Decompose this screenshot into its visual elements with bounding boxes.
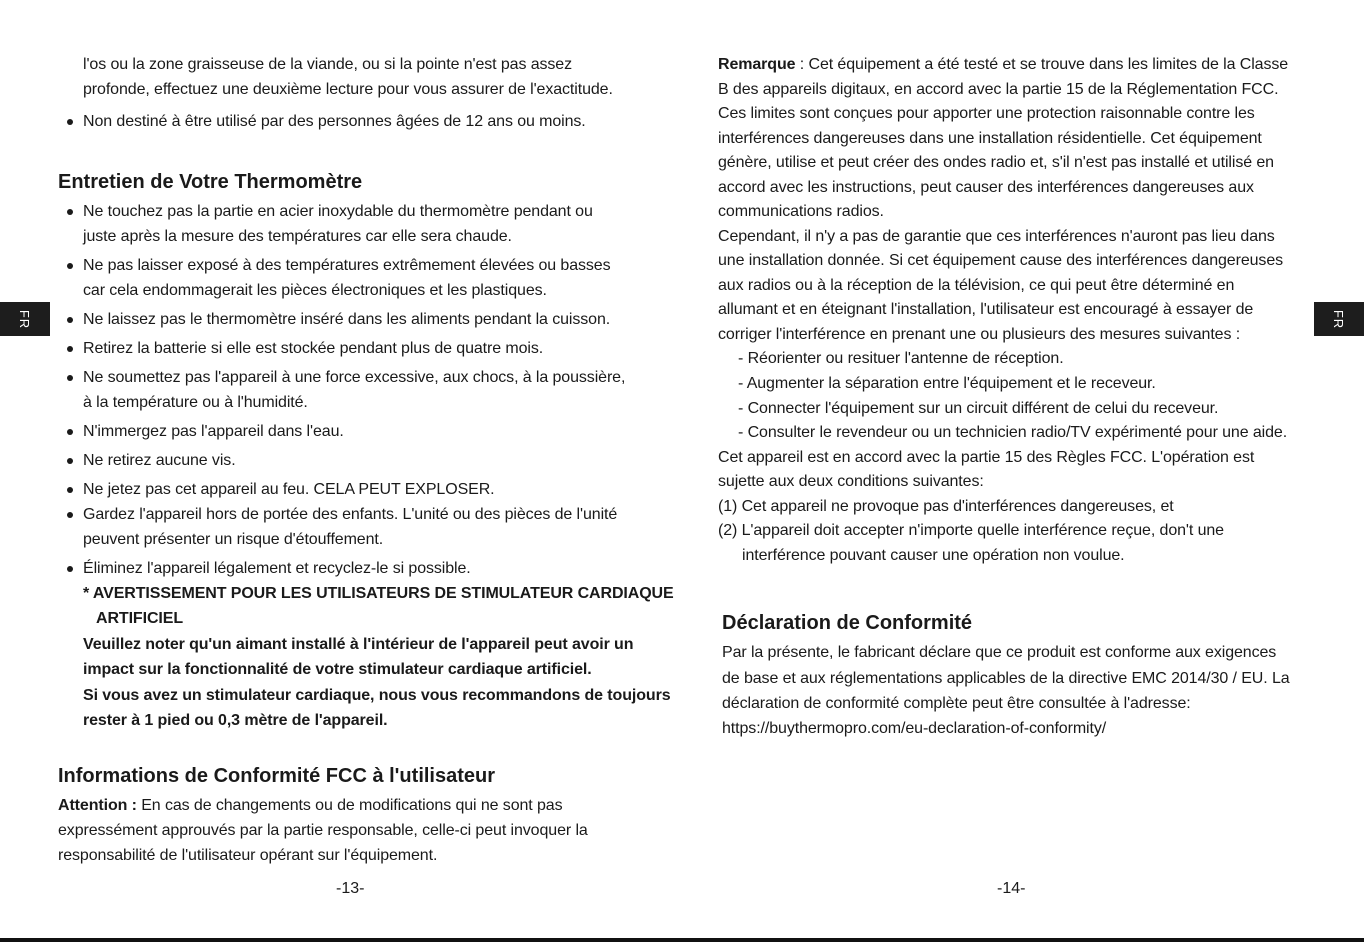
text-line: Cependant, il n'y a pas de garantie que ces interférences n'auront pas lieu dans: [718, 228, 1275, 245]
text-line: l'os ou la zone graisseuse de la viande, ou si la pointe n'est pas assez: [83, 56, 572, 73]
measure-item: - Réorienter ou resituer l'antenne de réception.: [738, 350, 1064, 367]
text-line: corriger l'interférence en prenant une ou plusieurs des mesures suivantes :: [718, 326, 1241, 343]
pacemaker-warning-text: impact sur la fonctionnalité de votre stimulateur cardiaque artificiel.: [83, 661, 592, 678]
text-line: profonde, effectuez une deuxième lecture pour vous assurer de l'exactitude.: [83, 81, 613, 98]
language-tab-label: FR: [1331, 309, 1347, 329]
text-line: Cet appareil est en accord avec la partie 15 des Règles FCC. L'opération est: [718, 449, 1255, 466]
condition-item-cont: interférence pouvant causer une opération non voulue.: [742, 547, 1125, 564]
list-item: Retirez la batterie si elle est stockée pendant plus de quatre mois.: [83, 340, 544, 357]
care-heading: Entretien de Votre Thermomètre: [58, 171, 363, 193]
list-item-cont: car cela endommagerait les pièces électroniques et les plastiques.: [83, 282, 547, 299]
text-line: allumant et en éteignant l'installation, l'utilisateur est encouragé à essayer de: [718, 301, 1254, 318]
text-line: communications radios.: [718, 203, 884, 220]
list-item: Ne retirez aucune vis.: [83, 452, 236, 469]
list-item-cont: peuvent présenter un risque d'étouffement.: [83, 531, 384, 548]
pacemaker-warning-title: ARTIFICIEL: [96, 610, 183, 627]
language-tab: [0, 302, 50, 336]
attention-label: Attention :: [58, 797, 137, 814]
age-warning-item: Non destiné à être utilisé par des personnes âgées de 12 ans ou moins.: [83, 113, 586, 130]
pacemaker-warning-text: Si vous avez un stimulateur cardiaque, nous vous recommandons de toujours: [83, 687, 671, 704]
right-page: [682, 0, 1364, 942]
list-item: Gardez l'appareil hors de portée des enfants. L'unité ou des pièces de l'unité: [83, 506, 618, 523]
text-line: aux radios ou à la réception de la télévision, ce qui peut être déterminé en: [718, 277, 1235, 294]
pacemaker-warning-text: Veuillez noter qu'un aimant installé à l'intérieur de l'appareil peut avoir un: [83, 636, 634, 653]
text-line: interférences dangereuses dans une installation résidentielle. Cet équipement: [718, 130, 1262, 147]
list-item-cont: à la température ou à l'humidité.: [83, 394, 308, 411]
attention-line: [58, 796, 562, 816]
bottom-border: [0, 938, 1364, 942]
language-tab: [1314, 302, 1364, 336]
list-item: Ne soumettez pas l'appareil à une force excessive, aux chocs, à la poussière,: [83, 369, 626, 386]
list-item: Ne touchez pas la partie en acier inoxydable du thermomètre pendant ou: [83, 203, 593, 220]
text-line: sujette aux deux conditions suivantes:: [718, 473, 984, 490]
attention-text: En cas de changements ou de modifications qui ne sont pas: [136, 797, 563, 814]
list-item: Ne jetez pas cet appareil au feu. CELA PEUT EXPLOSER.: [83, 481, 495, 498]
list-item: Éliminez l'appareil légalement et recyclez-le si possible.: [83, 560, 471, 577]
measure-item: - Augmenter la séparation entre l'équipement et le receveur.: [738, 375, 1156, 392]
text-line: une installation donnée. Si cet équipement cause des interférences dangereuses: [718, 252, 1284, 269]
list-item: Ne pas laisser exposé à des températures extrêmement élevées ou basses: [83, 257, 611, 274]
pacemaker-warning-title: * AVERTISSEMENT POUR LES UTILISATEURS DE STIMULATEUR CARDIAQUE: [83, 585, 674, 602]
measure-item: - Connecter l'équipement sur un circuit différent de celui du receveur.: [738, 400, 1219, 417]
list-item-cont: juste après la mesure des températures car elle sera chaude.: [83, 228, 512, 245]
language-tab-label: FR: [17, 309, 33, 329]
page-number: -14-: [997, 880, 1026, 897]
text-line: déclaration de conformité complète peut être consultée à l'adresse:: [722, 695, 1191, 712]
condition-item: (2) L'appareil doit accepter n'importe quelle interférence reçue, don't une: [718, 522, 1224, 539]
text-line: B des appareils digitaux, en accord avec la partie 15 de la Réglementation FCC.: [718, 81, 1279, 98]
attention-text: expressément approuvés par la partie responsable, celle-ci peut invoquer la: [58, 822, 588, 839]
text-line: Par la présente, le fabricant déclare que ce produit est conforme aux exigences: [722, 644, 1277, 661]
conformity-url: https://buythermopro.com/eu-declaration-of-conformity/: [722, 720, 1107, 737]
measure-item: - Consulter le revendeur ou un technicien radio/TV expérimenté pour une aide.: [738, 424, 1288, 441]
condition-item: (1) Cet appareil ne provoque pas d'interférences dangereuses, et: [718, 498, 1174, 515]
text-line: Ces limites sont conçues pour apporter une protection raisonnable contre les: [718, 105, 1255, 122]
attention-text: responsabilité de l'utilisateur opérant sur l'équipement.: [58, 847, 438, 864]
remark-text: : Cet équipement a été testé et se trouve dans les limites de la Classe: [795, 56, 1289, 73]
list-item: Ne laissez pas le thermomètre inséré dans les aliments pendant la cuisson.: [83, 311, 611, 328]
page-number: -13-: [336, 880, 365, 897]
pacemaker-warning-text: rester à 1 pied ou 0,3 mètre de l'appareil.: [83, 712, 388, 729]
remark-line: [718, 55, 1288, 75]
text-line: accord avec les instructions, peut causer des interférences dangereuses aux: [718, 179, 1254, 196]
text-line: de base et aux réglementations applicables de la directive EMC 2014/30 / EU. La: [722, 670, 1290, 687]
conformity-heading: Déclaration de Conformité: [722, 612, 973, 634]
text-line: génère, utilise et peut créer des ondes radio et, s'il n'est pas installé et utilisé en: [718, 154, 1274, 171]
remark-label: Remarque: [718, 56, 796, 73]
list-item: N'immergez pas l'appareil dans l'eau.: [83, 423, 344, 440]
fcc-heading: Informations de Conformité FCC à l'utilisateur: [58, 765, 496, 787]
